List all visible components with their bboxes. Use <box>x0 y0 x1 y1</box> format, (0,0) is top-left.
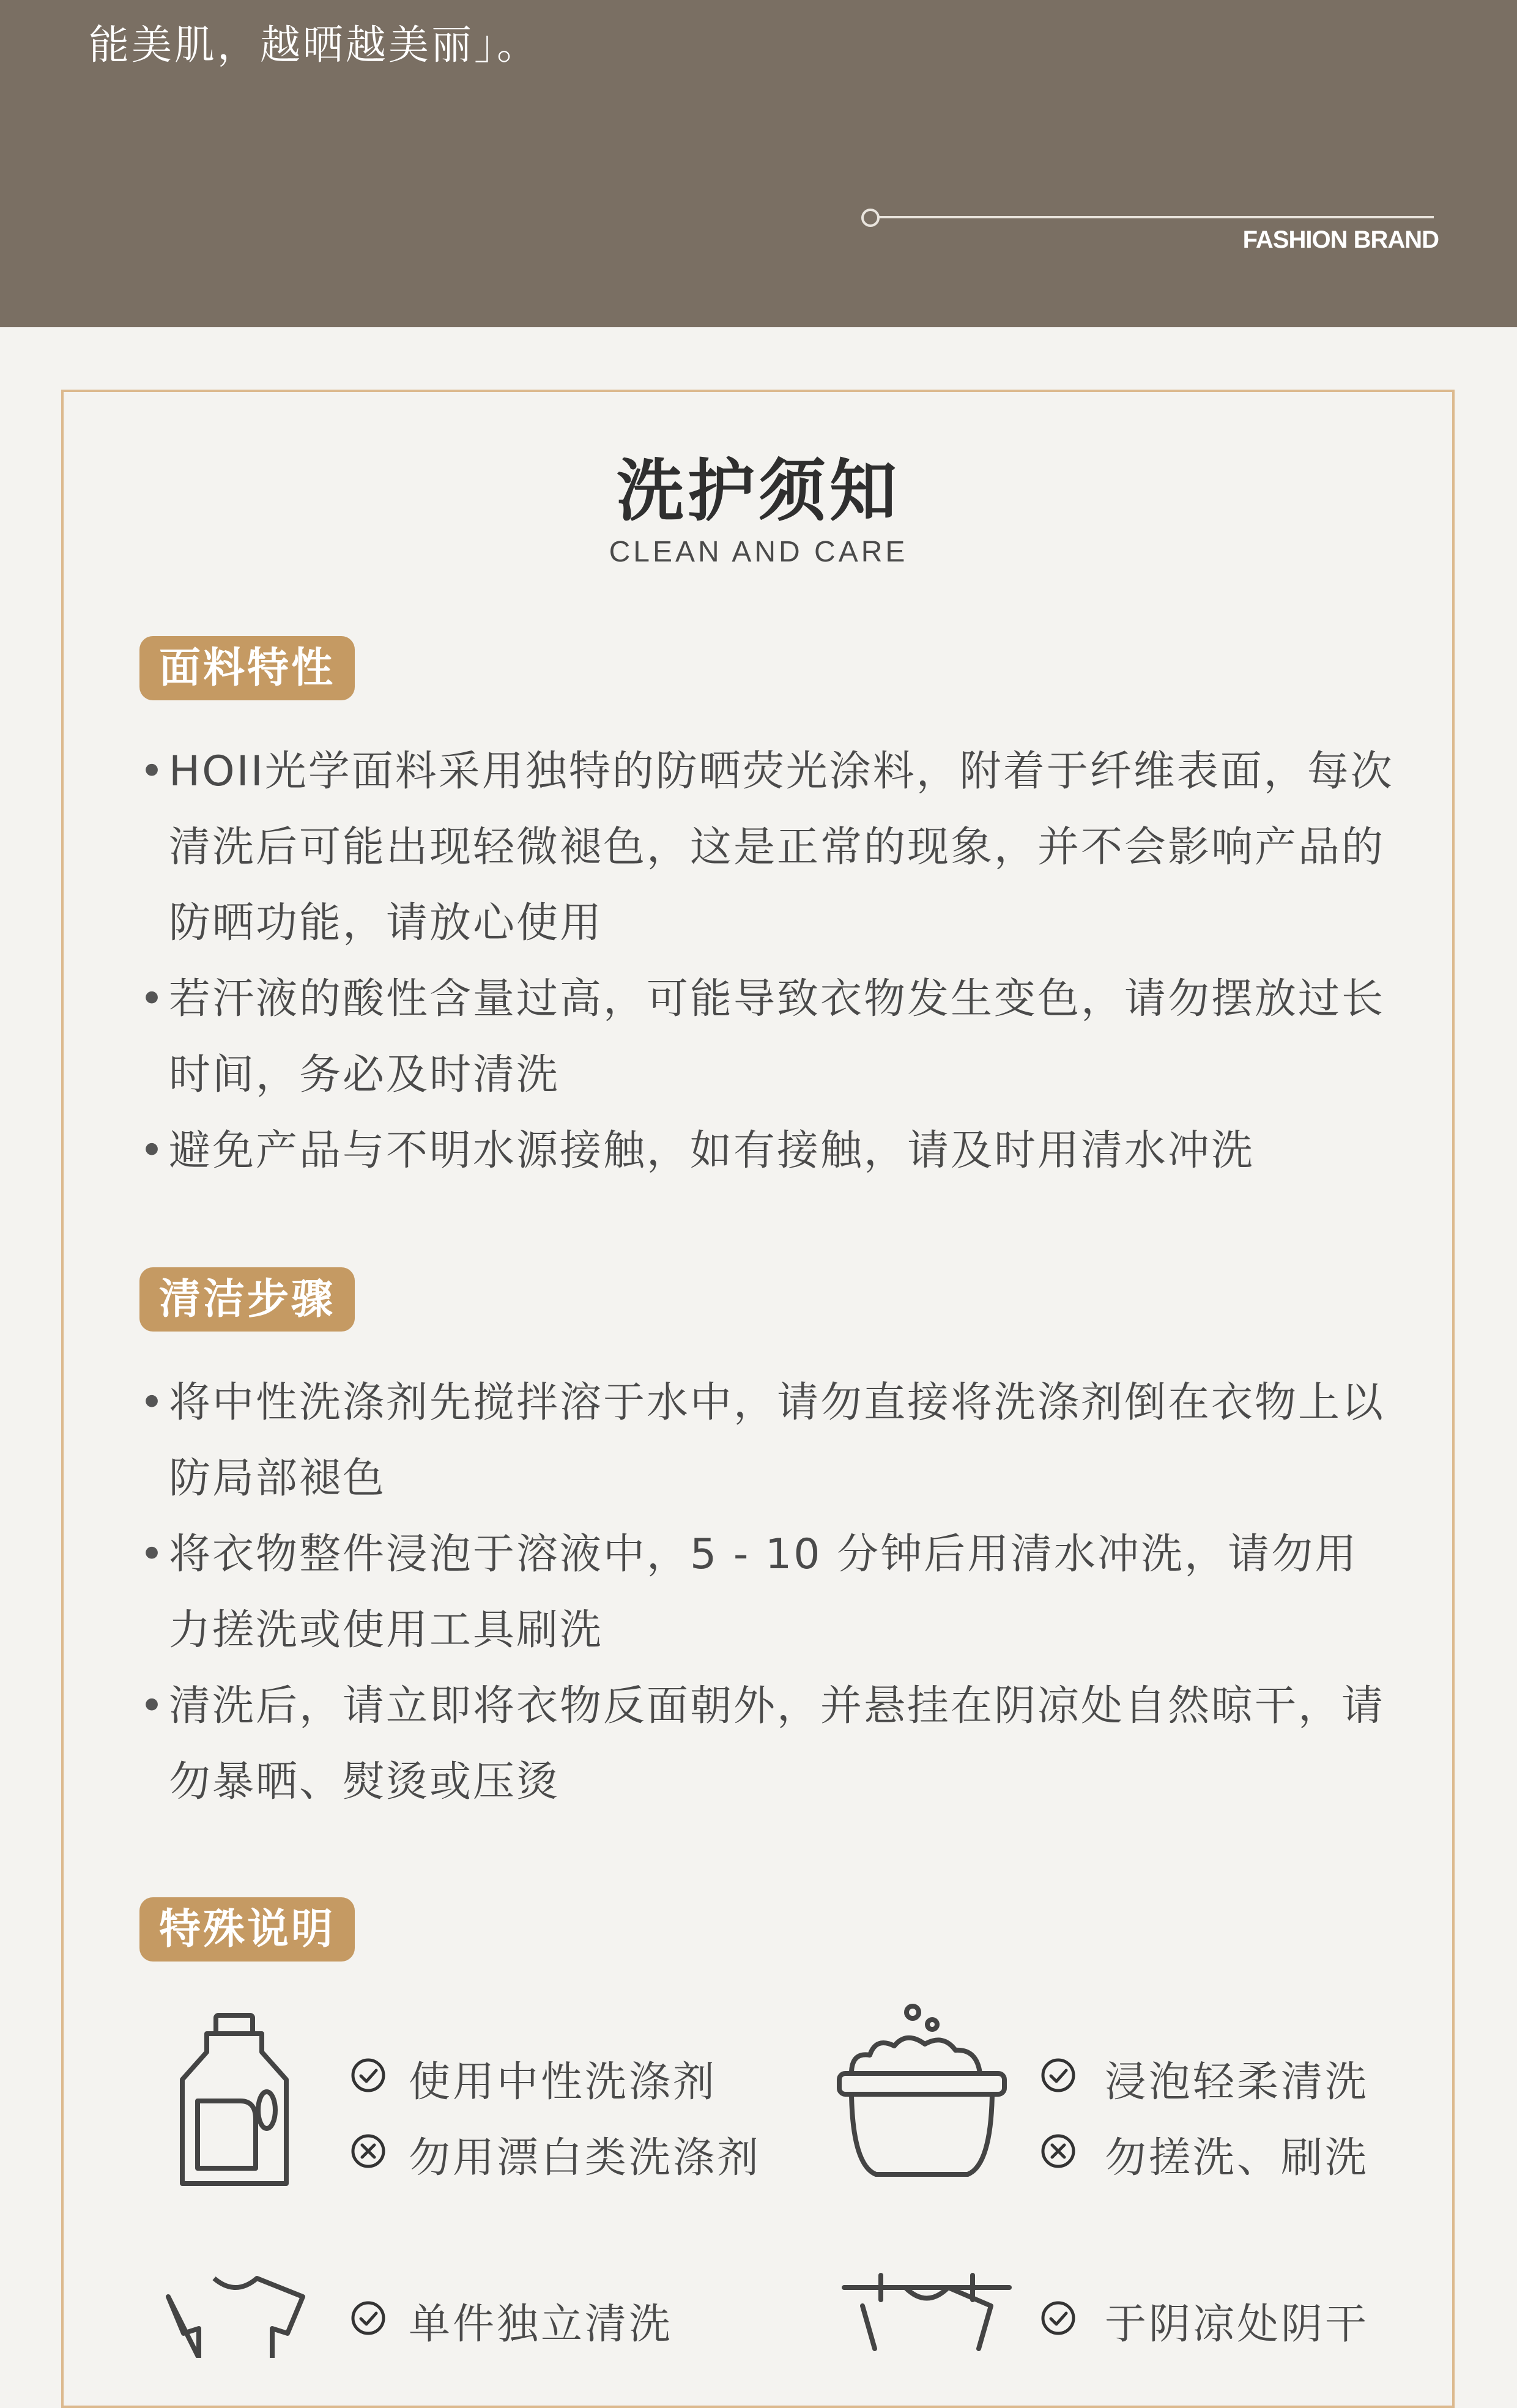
check-icon <box>1040 2057 1077 2094</box>
basin-do-text: 浸泡轻柔清洗 <box>1105 2058 1370 2106</box>
list-item: • 将衣物整件浸泡于溶液中，5 - 10 分钟后用清水冲洗，请勿用力搓洗或使用工具刷洗 <box>139 1517 1400 1669</box>
cleaning-list <box>139 1365 1400 1820</box>
tshirt-icon <box>156 2272 315 2358</box>
list-item: • 将中性洗涤剂先搅拌溶于水中，请勿直接将洗涤剂倒在衣物上以防局部褪色 <box>139 1365 1400 1517</box>
cross-icon <box>1040 2133 1077 2169</box>
page-title: 洗护须知 <box>617 452 900 530</box>
hero-divider-line <box>870 216 1434 218</box>
cross-icon <box>350 2133 387 2169</box>
page-subtitle: CLEAN AND CARE <box>609 536 908 568</box>
hanging-do-text: 于阴凉处阴干 <box>1105 2300 1370 2349</box>
check-icon <box>350 2057 387 2094</box>
section-tag-cleaning: 清洁步骤 <box>139 1267 355 1332</box>
list-item: • 清洗后，请立即将衣物反面朝外，并悬挂在阴凉处自然晾干，请勿暴晒、熨烫或压烫 <box>139 1669 1400 1820</box>
detergent-dont-text: 勿用漂白类洗涤剂 <box>409 2134 762 2182</box>
hanging-shirt-icon <box>838 2263 1015 2355</box>
section-tag-special: 特殊说明 <box>139 1897 355 1962</box>
basin-dont-text: 勿搓洗、刷洗 <box>1105 2134 1370 2182</box>
hero-text: 能美肌，越晒越美丽」。 <box>89 21 540 69</box>
check-icon <box>350 2300 387 2336</box>
washing-basin-icon <box>833 2000 1011 2184</box>
list-item: • HOII光学面料采用独特的防晒荧光涂料，附着于纤维表面，每次清洗后可能出现轻微褪色，这是正常的现象，并不会影响产品的防晒功能，请放心使用 <box>139 734 1400 961</box>
check-icon <box>1040 2300 1077 2336</box>
hero-banner <box>0 0 1517 327</box>
section-tag-fabric: 面料特性 <box>139 636 355 700</box>
list-item: • 避免产品与不明水源接触，如有接触，请及时用清水冲洗 <box>139 1113 1400 1189</box>
brand-label: FASHION BRAND <box>1242 226 1439 253</box>
tshirt-do-text: 单件独立清洗 <box>409 2300 673 2349</box>
detergent-do-text: 使用中性洗涤剂 <box>409 2058 718 2106</box>
list-item: • 若汗液的酸性含量过高，可能导致衣物发生变色，请勿摆放过长时间，务必及时清洗 <box>139 961 1400 1113</box>
fabric-list <box>139 734 1400 1189</box>
detergent-bottle-icon <box>170 2009 299 2193</box>
hero-divider-dot <box>861 209 880 227</box>
